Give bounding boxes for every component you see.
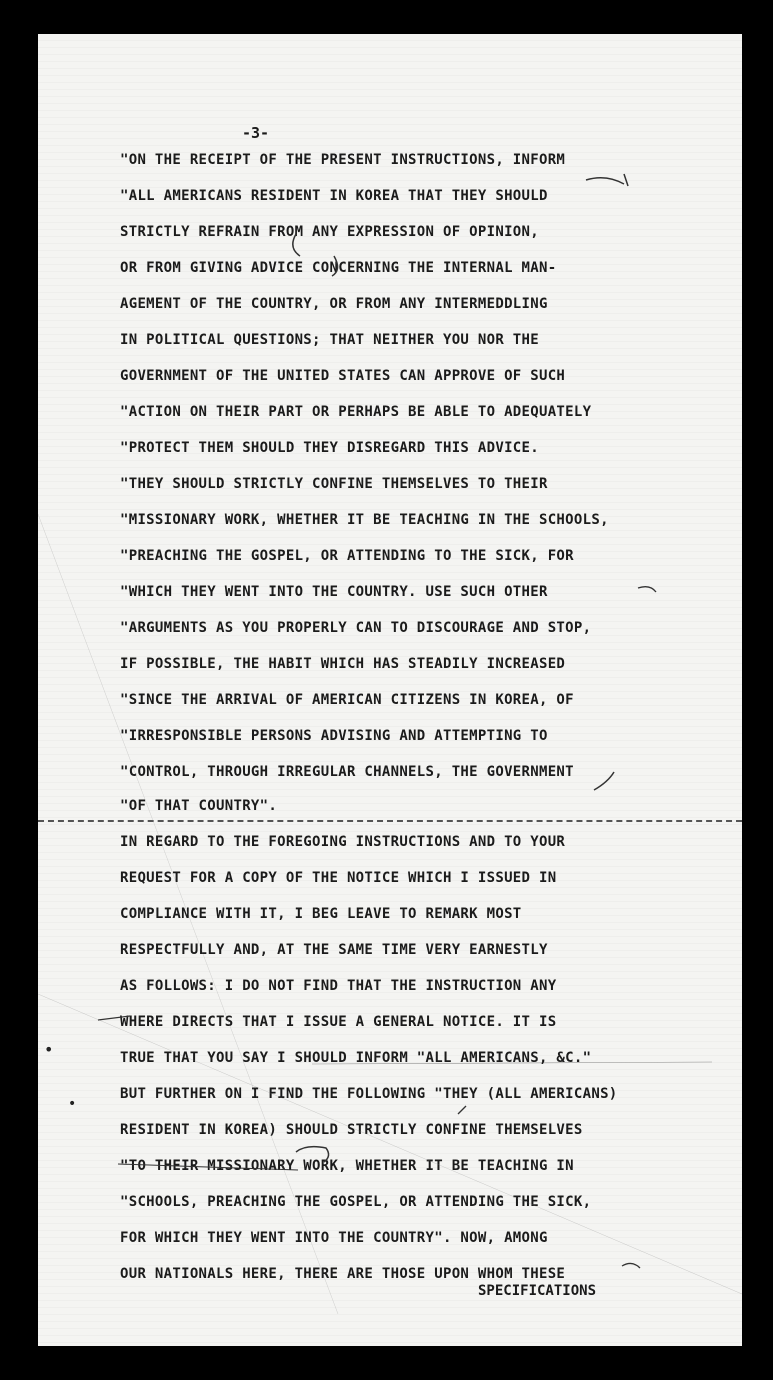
pencil-mark [624,174,628,186]
text-line: IN REGARD TO THE FOREGOING INSTRUCTIONS AND TO YOUR [120,834,566,850]
pencil-mark [98,1016,130,1020]
pencil-mark [586,178,624,184]
pencil-mark [638,587,656,592]
text-line: "WHICH THEY WENT INTO THE COUNTRY. USE SUCH OTHER [120,584,548,600]
text-line: TRUE THAT YOU SAY I SHOULD INFORM "ALL AMERICANS, &C." [120,1050,592,1066]
text-line: OR FROM GIVING ADVICE CONCERNING THE INTERNAL MAN- [120,260,557,276]
pencil-mark [622,1263,640,1268]
pencil-mark [312,1062,712,1064]
text-line: "ACTION ON THEIR PART OR PERHAPS BE ABLE TO ADEQUATELY [120,404,592,420]
text-line: "ARGUMENTS AS YOU PROPERLY CAN TO DISCOURAGE AND STOP, [120,620,592,636]
pencil-mark [458,1106,466,1114]
pencil-mark [293,234,300,256]
pencil-strike [118,1164,298,1170]
text-line: "OF THAT COUNTRY". [120,798,278,814]
scratch-line [38,994,742,1294]
text-line: "THEY SHOULD STRICTLY CONFINE THEMSELVES TO THEIR [120,476,548,492]
text-line: "TO THEIR MISSIONARY WORK, WHETHER IT BE TEACHING IN [120,1158,574,1174]
text-line: STRICTLY REFRAIN FROM ANY EXPRESSION OF OPINION, [120,224,539,240]
text-line: OUR NATIONALS HERE, THERE ARE THOSE UPON WHOM THESE [120,1266,566,1282]
text-line: AGEMENT OF THE COUNTRY, OR FROM ANY INTERMEDDLING [120,296,548,312]
page-number: -3- [242,124,270,142]
text-line: IN POLITICAL QUESTIONS; THAT NEITHER YOU NOR THE [120,332,539,348]
text-line: "ON THE RECEIPT OF THE PRESENT INSTRUCTIONS, INFORM [120,152,566,168]
text-line: "SINCE THE ARRIVAL OF AMERICAN CITIZENS IN KOREA, OF [120,692,574,708]
margin-mark: • [68,1096,77,1112]
text-line: BUT FURTHER ON I FIND THE FOLLOWING "THEY (ALL AMERICANS) [120,1086,618,1102]
text-line: REQUEST FOR A COPY OF THE NOTICE WHICH I ISSUED IN [120,870,557,886]
text-line: FOR WHICH THEY WENT INTO THE COUNTRY". NOW, AMONG [120,1230,548,1246]
text-line: "SCHOOLS, PREACHING THE GOSPEL, OR ATTENDING THE SICK, [120,1194,592,1210]
text-line: AS FOLLOWS: I DO NOT FIND THAT THE INSTRUCTION ANY [120,978,557,994]
text-line: "PREACHING THE GOSPEL, OR ATTENDING TO THE SICK, FOR [120,548,574,564]
text-line: RESPECTFULLY AND, AT THE SAME TIME VERY EARNESTLY [120,942,548,958]
scratch-line [38,514,338,1314]
text-line: "IRRESPONSIBLE PERSONS ADVISING AND ATTEMPTING TO [120,728,548,744]
text-line: GOVERNMENT OF THE UNITED STATES CAN APPROVE OF SUCH [120,368,566,384]
text-line: COMPLIANCE WITH IT, I BEG LEAVE TO REMARK MOST [120,906,522,922]
text-line: "ALL AMERICANS RESIDENT IN KOREA THAT THEY SHOULD [120,188,548,204]
text-line: "CONTROL, THROUGH IRREGULAR CHANNELS, THE GOVERNMENT [120,764,574,780]
text-line: "PROTECT THEM SHOULD THEY DISREGARD THIS ADVICE. [120,440,539,456]
margin-mark: • [44,1040,54,1059]
text-line: WHERE DIRECTS THAT I ISSUE A GENERAL NOTICE. IT IS [120,1014,557,1030]
pencil-marks [38,34,742,1346]
pencil-mark [296,1147,329,1162]
catchword: SPECIFICATIONS [478,1283,597,1299]
text-line: RESIDENT IN KOREA) SHOULD STRICTLY CONFINE THEMSELVES [120,1122,583,1138]
document-page [38,34,742,1346]
pencil-mark [594,772,614,790]
text-line: "MISSIONARY WORK, WHETHER IT BE TEACHING IN THE SCHOOLS, [120,512,609,528]
text-line: IF POSSIBLE, THE HABIT WHICH HAS STEADILY INCREASED [120,656,566,672]
pencil-mark [332,256,338,276]
